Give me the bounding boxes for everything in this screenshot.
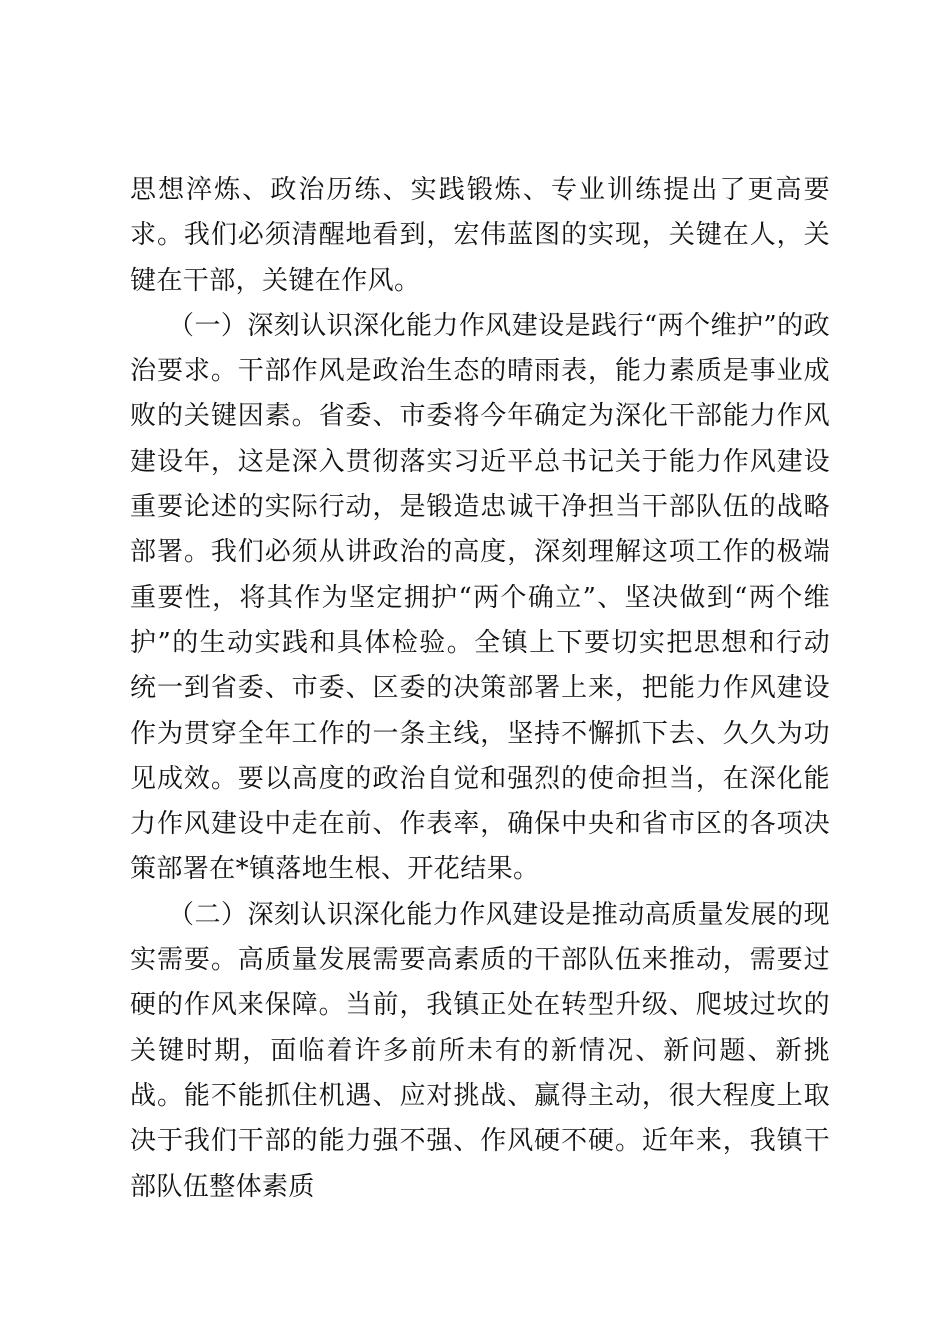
document-body [130,168,830,1210]
paragraph-section-two: （二）深刻认识深化能力作风建设是推动高质量发展的现实需要。高质量发展需要高素质的干部队伍来推动，需要过硬的作风来保障。当前，我镇正处在转型升级、爬坡过坎的关键时期，面临着许多前所未有的新情况、新问题、新挑战。能不能抓住机遇、应对挑战、赢得主动，很大程度上取决于我们干部的能力强不强、作风硬不硬。近年来，我镇干部队伍整体素质 [130,899,830,1202]
paragraph-section-one: （一）深刻认识深化能力作风建设是践行“两个维护”的政治要求。干部作风是政治生态的晴雨表，能力素质是事业成败的关键因素。省委、市委将今年确定为深化干部能力作风建设年，这是深入贯彻落实习近平总书记关于能力作风建设重要论述的实际行动，是锻造忠诚干净担当干部队伍的战略部署。我们必须从讲政治的高度，深刻理解这项工作的极端重要性，将其作为坚定拥护“两个确立”、坚决做到“两个维护”的生动实践和具体检验。全镇上下要切实把思想和行动统一到省委、市委、区委的决策部署上来，把能力作风建设作为贯穿全年工作的一条主线，坚持不懈抓下去、久久为功见成效。要以高度的政治自觉和强烈的使命担当，在深化能力作风建设中走在前、作表率，确保中央和省市区的各项决策部署在*镇落地生根、开花结果。 [130,310,830,885]
paragraph-continuation: 思想淬炼、政治历练、实践锻炼、专业训练提出了更高要求。我们必须清醒地看到，宏伟蓝图的实现，关键在人，关键在干部，关键在作风。 [130,175,830,296]
